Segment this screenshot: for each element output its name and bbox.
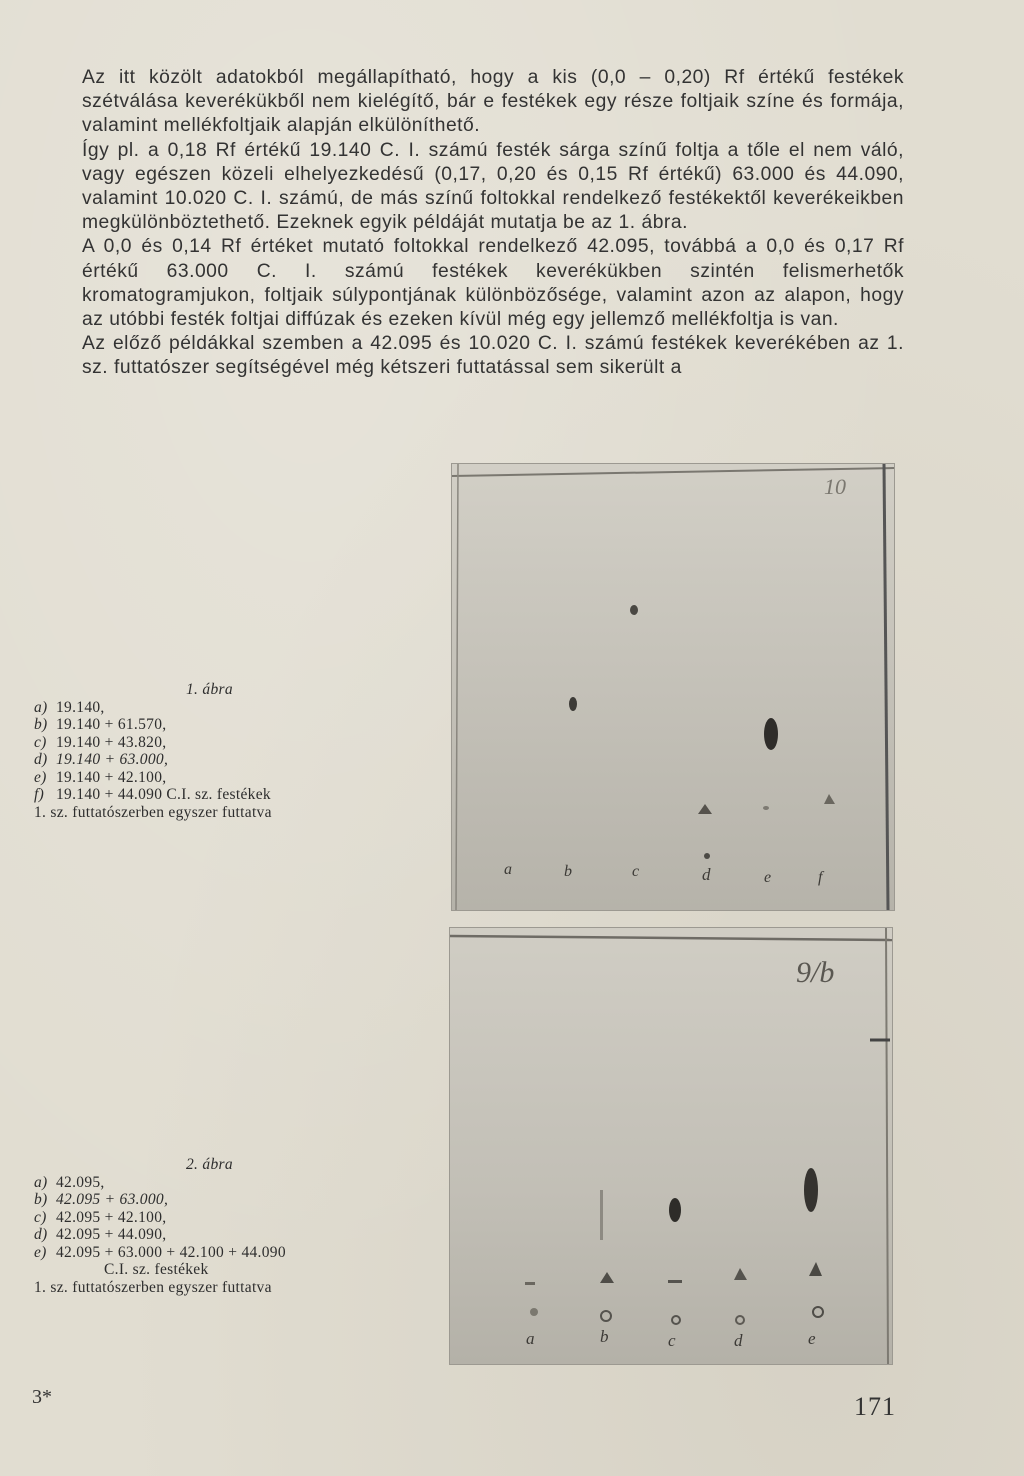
spot — [525, 1282, 535, 1285]
lane-label: e — [808, 1329, 816, 1348]
lane-label: d — [734, 1331, 743, 1350]
spot — [630, 605, 638, 615]
paragraph-1: Az itt közölt adatokból megállapítható, hogy a kis (0,0 – 0,20) Rf értékű festékek szétválása keverékükből nem kielégítő, bár e festékek egy része foltjaik színe és formája, valamint mellékfoltjaik alapján elkülöníthető. — [82, 67, 904, 137]
page-number: 171 — [854, 1392, 896, 1421]
lane-label: f — [818, 869, 823, 886]
figure-2-item: a) 42.095, — [34, 1173, 105, 1191]
figure-2-title: 2. ábra — [186, 1156, 233, 1173]
figure-1-chromatogram — [452, 464, 894, 910]
figure-1-item: a) 19.140, — [34, 698, 105, 716]
figure-1-tail: 1. sz. futtatószerben egyszer futtatva — [34, 803, 272, 821]
figure-1-item: e) 19.140 + 42.100, — [34, 768, 167, 786]
figure-2-item: e) 42.095 + 63.000 + 42.100 + 44.090 — [34, 1243, 286, 1261]
figure-2-caption — [34, 1156, 286, 1296]
spot — [668, 1280, 682, 1283]
lane-label: b — [564, 863, 572, 880]
figure-1-item: b) 19.140 + 61.570, — [34, 716, 167, 733]
figure-1-item: f) 19.140 + 44.090 C.I. sz. festékek — [34, 786, 271, 803]
figure-2-plate — [450, 928, 892, 1364]
figure-1-plate — [452, 464, 894, 910]
spot — [669, 1198, 681, 1222]
lane-label: d — [702, 865, 711, 884]
figure-2-item: b) 42.095 + 63.000, — [34, 1191, 169, 1208]
figure-1-item: d) 19.140 + 63.000, — [34, 751, 169, 768]
figure-2-item: c) 42.095 + 42.100, — [34, 1208, 167, 1226]
lane-label: a — [526, 1329, 535, 1348]
figure-2-tail: 1. sz. futtatószerben egyszer futtatva — [34, 1278, 272, 1296]
spot — [804, 1168, 818, 1212]
paragraph-4: Az előző példákkal szemben a 42.095 és 10.020 C. I. számú festékek keverékében az 1. sz. futtatószer segítségével még kétszeri futtatással sem sikerült a — [82, 333, 904, 379]
figure-1-item: c) 19.140 + 43.820, — [34, 733, 167, 751]
body-text — [82, 66, 904, 381]
spot — [600, 1190, 603, 1240]
lane-label: b — [600, 1327, 609, 1346]
paragraph-2: Így pl. a 0,18 Rf értékű 19.140 C. I. számú festék sárga színű foltja a tőle el nem váló, vagy egészen közeli elhelyezkedésű (0,17, 0,20 és 0,15 Rf értékű) 63.000 és 44.090, valamint 10.020 C. I. számú, de más színű foltokkal rendelkező festékektől keverékeikben megkülönböztethető. Ezeknek egyik példáját mutatja be az 1. ábra. — [82, 139, 904, 234]
spot — [530, 1308, 538, 1316]
lane-label: c — [668, 1331, 676, 1350]
spot — [764, 718, 778, 750]
lane-label: c — [632, 863, 640, 880]
figure-1-plate-mark: 10 — [824, 474, 846, 499]
spot — [763, 806, 769, 810]
figure-1-caption — [34, 681, 272, 821]
figure-2-item-continuation: C.I. sz. festékek — [104, 1261, 209, 1278]
signature-mark: 3* — [32, 1386, 52, 1408]
spot — [569, 697, 577, 711]
paragraph-3: A 0,0 és 0,14 Rf értéket mutató foltokkal rendelkező 42.095, továbbá a 0,0 és 0,17 Rf értékű 63.000 C. I. számú festékek keverékükben szintén felismerhetők kromatogramjukon, foltjaik súlypontjának különbözősége, valamint azon az alapon, hogy az utóbbi festék foltjai diffúzak és ezeken kívül még egy jellemző mellékfoltja is van. — [82, 236, 904, 331]
lane-label: a — [504, 861, 512, 878]
lane-label: e — [764, 869, 772, 886]
spot — [704, 853, 710, 859]
figure-2-chromatogram — [450, 928, 892, 1364]
figure-2-item: d) 42.095 + 44.090, — [34, 1226, 167, 1243]
figure-1-title: 1. ábra — [186, 681, 233, 698]
figure-2-plate-mark: 9/b — [796, 956, 835, 989]
